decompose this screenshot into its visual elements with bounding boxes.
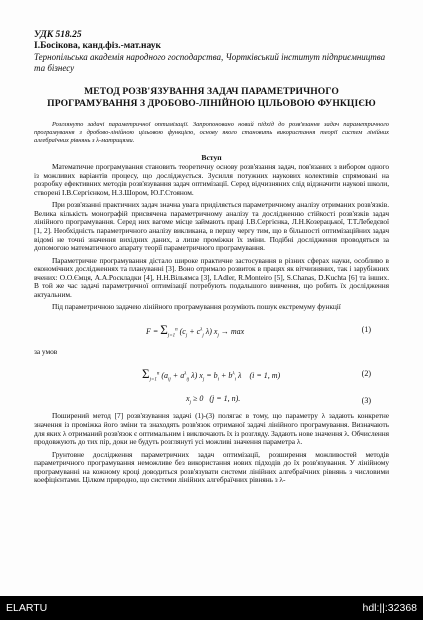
formula-2-range: (i = 1, m) bbox=[249, 371, 281, 381]
formula-2-body: (a bbox=[161, 371, 169, 381]
formula-1-lhs: F = bbox=[146, 326, 159, 336]
udk-code: УДК 518.25 bbox=[34, 30, 82, 40]
sum-symbol: Σ bbox=[142, 366, 150, 382]
formula-1-lower: j=1 bbox=[167, 333, 176, 339]
body-paragraph-2: При розв'язанні практичних задач значна увага приділяється параметричному аналізу отриманих розв'язків. Велика кількість монографій присвячена параметричному аналізу та дослідженню стійкості розв'язків задач лінійного програмування. Серед них вагоме місце займають праці І.В.Сергієнка, Л.Н.Козерацької, Т.Т.Лебедєвої [1, 2]. Необхідність параметричного аналізу викликана, в першу чергу тим, що в більшості оптимізаційних задач відомі не точні значення вихідних даних, а лише проміжки їх зміни. Подібні дослідження проводяться за допомогою математичного апарату теорії параметричного програмування. bbox=[34, 200, 389, 253]
formula-2-lower: j=1 bbox=[149, 378, 157, 384]
formula-3-range: (j = 1, n). bbox=[209, 394, 241, 404]
formula-2-eq: = b bbox=[206, 371, 218, 381]
sum-symbol: Σ bbox=[160, 321, 168, 337]
page-content bbox=[34, 30, 389, 485]
formula-1-body: (c bbox=[179, 326, 186, 336]
formula-1: $F = \Sigma_{j=1}^n$ ($c_j + c^\lambda_j$ λ) $x_j \to \max$ (1) bbox=[146, 321, 371, 339]
conditions-label: за умов bbox=[34, 346, 58, 356]
body-paragraph-4: Під параметричною задачею лінійного програмування розуміють пошук екстремуму функції bbox=[52, 302, 341, 312]
author-line: І.Босікова, канд.фіз.-мат.наук bbox=[34, 41, 161, 51]
formula-2: $\Sigma_{j=1}^n$ ($a_{ij} + a^\lambda_{ij}$ λ) $x_j = b_i + b^\lambda_i$ λ (i = 1, m) (2) bbox=[142, 366, 371, 384]
formula-3-number: (3) bbox=[361, 396, 371, 406]
affiliation: Тернопільська академія народного господарства, Чортківський інститут підприємництва та бізнесу bbox=[34, 52, 386, 73]
formula-1-rest: ) x bbox=[209, 326, 218, 336]
formula-1-number: (1) bbox=[361, 324, 371, 334]
footer-bar bbox=[0, 596, 423, 620]
formula-1-upper: n bbox=[175, 327, 178, 333]
formula-3-cond: ≥ 0 bbox=[192, 394, 204, 404]
paper-title: МЕТОД РОЗВ'ЯЗУВАННЯ ЗАДАЧ ПАРАМЕТРИЧНОГО ПРОГРАМУВАННЯ З ДРОБОВО-ЛІНІЙНОЮ ЦІЛЬОВОЮ ФУНКЦІЄЮ bbox=[47, 86, 376, 109]
footer-handle: hdl:||:32368 bbox=[362, 602, 417, 614]
body-paragraph-6: Грунтовне дослідження параметричних задач оптимізації, розширення можливостей методів параметричного програмування неможливе без використання нових підходів до їх розв'язування. У лінійному програмуванні на кожному кроці доводиться розв'язувати системи лінійних алгебраїчних рівнянь з числовими коефіцієнтами. Цілком природно, що системи лінійних алгебраїчних рівнянь з λ- bbox=[34, 449, 389, 485]
formula-2-number: (2) bbox=[361, 369, 371, 379]
abstract: Розглянуто задачі параметричної оптимізації. Запропоновано новий підхід до розв'язання задач параметричного програмування з дробово-лінійною цільовою функцією, основу якого становить використання теорії систем лінійних алгебраїчних рівнянь з λ-матрицями. bbox=[34, 121, 389, 145]
footer-repository: ELARTU bbox=[6, 602, 48, 614]
formula-3: $x_j \ge 0$ (j = 1, n). (3) bbox=[186, 394, 371, 407]
body-paragraph-3: Параметричне програмування дістало широке практичне застосування в різних сферах науки, особливо в економічних дослідженнях та плануванні [3]. Воно отримало розвиток в працях як вітчизняних, так і зарубіжних вчених: О.О.Ємця, А.А.Роскладки [4], Н.Н.Вільямса [3], I.Adler, R.Monteiro [5], S.Chanas, D.Kuchta [6] та інших. В той же час задачі параметричної оптимізації потребують подальшого вивчення, що робить їх дослідження актуальним. bbox=[34, 255, 389, 299]
body-paragraph-1: Математичне програмування становить теоретичну основу розв'язання задач, пов'язаних з вибором одного із можливих варіантів процесу, що досліджується. Зусилля потужних наукових колективів спрямовані на розробку ефективних методів розв'язування задач оптимізації. Серед відчизняних слід відзначити наукові школи, створені І.В.Сергієнком, Н.З.Шором, Ю.Г.Стояном. bbox=[34, 162, 389, 197]
formula-2-upper: n bbox=[156, 371, 160, 377]
formula-1-tail: → max bbox=[220, 326, 245, 336]
formula-2-rest: ) x bbox=[194, 371, 203, 381]
body-paragraph-5: Поширений метод [7] розв'язування задачі (1)-(3) полягає в тому, що параметру λ задають конкретне значення із проміжка його зміни та знаходять розв'язок отриманої задачі лінійного програмування. Визначають для яких λ отриманий розв'язок є оптимальним і виключають їх із розгляду. Задають нове значення λ. Обчислення продовжують до тих пір, доки не будуть розглянуті усі можливі значення параметра λ. bbox=[34, 411, 389, 447]
formula-3-body: x bbox=[186, 394, 190, 404]
section-heading: Вступ bbox=[201, 153, 222, 163]
